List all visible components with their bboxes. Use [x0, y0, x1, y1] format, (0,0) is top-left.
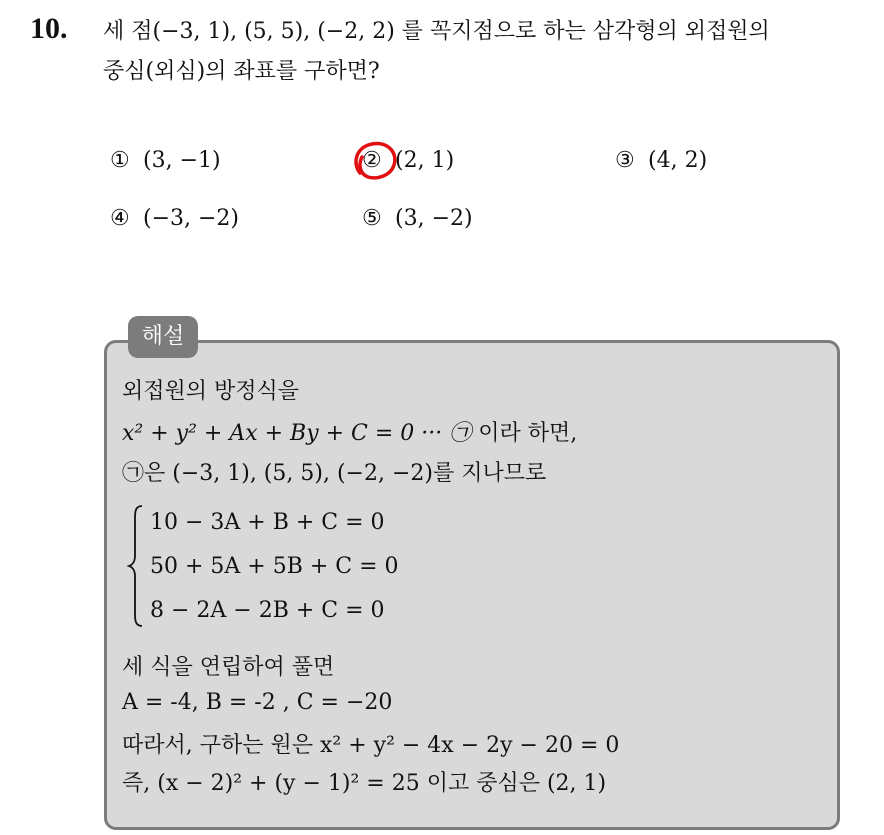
- explanation-line-5: A = -4, B = -2 , C = −20: [122, 690, 393, 715]
- choice-3[interactable]: [615, 148, 707, 173]
- explanation-line-4: 세 식을 연립하여 풀면: [122, 655, 335, 680]
- explanation-line-1: 외접원의 방정식을: [122, 379, 300, 404]
- question-number: 10.: [30, 12, 68, 45]
- choice-4[interactable]: [110, 206, 239, 231]
- answer-circle-mark: [352, 139, 400, 183]
- system-equation-3: 8 − 2A − 2B + C = 0: [150, 598, 385, 623]
- explanation-tab: 해설: [128, 316, 198, 358]
- system-equation-1: 10 − 3A + B + C = 0: [150, 510, 385, 535]
- choice-mark: ④: [110, 206, 130, 231]
- choice-5[interactable]: [362, 206, 473, 231]
- explanation-line-3: ㉠은 (−3, 1), (5, 5), (−2, −2)를 지나므로: [122, 461, 547, 486]
- choice-mark: ②: [362, 148, 382, 173]
- explanation-line-6: 따라서, 구하는 원은 x² + y² − 4x − 2y − 20 = 0: [122, 733, 620, 758]
- choice-text: (2, 1): [395, 148, 455, 173]
- choice-mark: ③: [615, 148, 635, 173]
- explanation-line-7: 즉, (x − 2)² + (y − 1)² = 25 이고 중심은 (2, 1): [122, 771, 607, 796]
- explanation-line-2-tail: 이라 하면,: [478, 421, 578, 446]
- choice-1[interactable]: [110, 148, 221, 173]
- system-equation-2: 50 + 5A + 5B + C = 0: [150, 554, 399, 579]
- system-brace: [127, 504, 145, 628]
- explanation-line-2: [122, 416, 577, 447]
- choice-text: (3, −2): [395, 206, 473, 231]
- choice-mark: ①: [110, 148, 130, 173]
- choice-text: (3, −1): [143, 148, 221, 173]
- question-text-line-1: 세 점(−3, 1), (5, 5), (−2, 2) 를 꼭지점으로 하는 삼각형의 외접원의: [103, 19, 770, 44]
- choice-text: (−3, −2): [143, 206, 240, 231]
- choice-text: (4, 2): [648, 148, 708, 173]
- choice-mark: ⑤: [362, 206, 382, 231]
- question-text-line-2: 중심(외심)의 좌표를 구하면?: [103, 59, 380, 84]
- circle-equation: x² + y² + Ax + By + C = 0 ··· ㉠: [122, 421, 472, 446]
